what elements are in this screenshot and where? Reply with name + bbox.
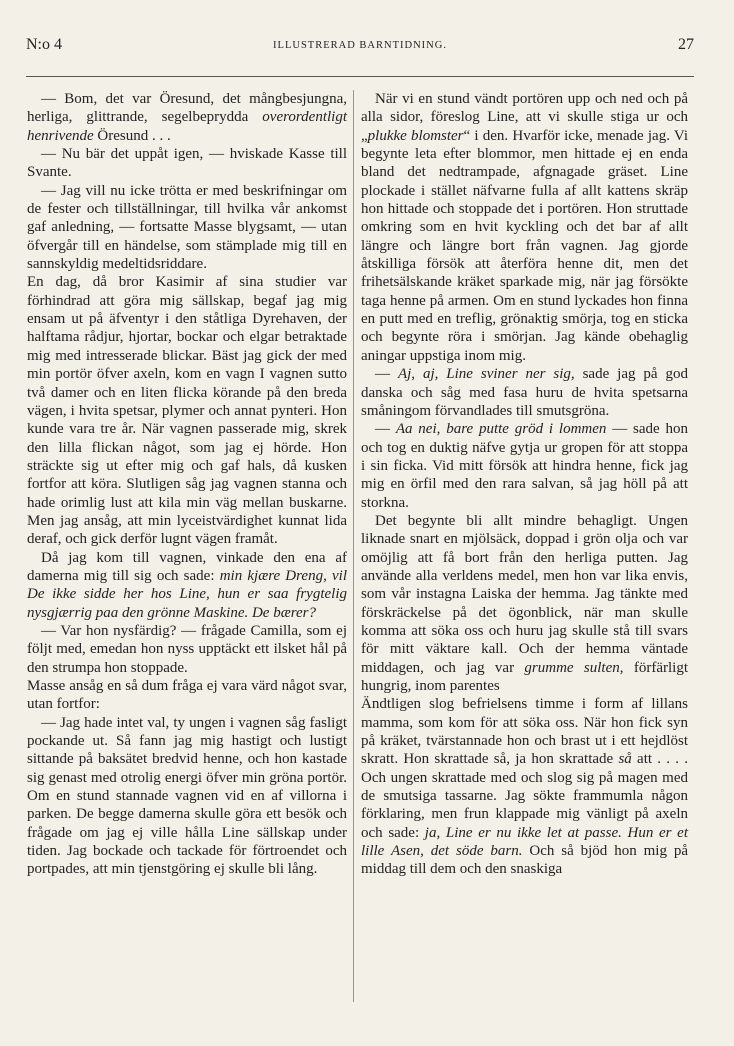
header-rule <box>26 76 694 77</box>
left-column <box>27 90 347 879</box>
paragraph: En dag, då bror Kasimir af sina studier var förhindrad att göra mig sällskap, begaf jag mig ensam ut på äfventyr i den ståtliga Dyrehaven, der halftama rådjur, hjortar, bockar och elgar betraktade mig med intresserade blickar. Bäst jag gick der med min portör öfver axeln, kom en vagn I vagnen sutto två damer och en liten flicka körande på den breda vägen, i hvita spetsar, plymer och annat pynteri. Hon kunde vara tre år. När vagnen passerade mig, skrek den lilla flickan något, som jag ej hörde. Hon sträckte sig ut efter mig och gaf hals, då kusken fortfor att köra. Slutligen såg jag vagnen stanna och hade orimlig lust att kila min väg mellan buskarne. Men jag ansåg, att min lyceistvärdighet kunnat lida deraf, och gick derför lugnt vägen framåt. <box>27 274 347 548</box>
paragraph: — Bom, det var Öresund, det mångbesjungna, herliga, glittrande, segelbeprydda overordentligt henrivende Öresund . . . <box>27 91 347 144</box>
page-number: 27 <box>678 36 694 53</box>
paragraph: Det begynte bli allt mindre behagligt. Ungen liknade snart en mjölsäck, doppad i grön olja och var omöjlig att få bort från den herliga putten. Jag använde alla verldens medel, men hon var lika envis, som vår instagna Laiska der hemma. Jag tänkte med förskräckelse på det ögonblick, när man skulle komma att söka oss och huru jag skulle stå till svars för mitt väktare kall. Och der hemma väntade middagen, och jag var grumme sulten, förfärligt hungrig, inom parentes <box>361 512 688 694</box>
paragraph: — Jag vill nu icke trötta er med beskrifningar om de fester och tillställningar, till hvilka vår ankomst gaf anledning, — fortsatte Masse blygsamt, — utan öfvergår till en händelse, som stämplade mig till en sannskyldig medeltidsriddare. <box>27 182 347 273</box>
paragraph: — Nu bär det uppåt igen, — hviskade Kasse till Svante. <box>27 146 347 181</box>
publication-title: ILLUSTRERAD BARNTIDNING. <box>273 40 447 51</box>
paragraph: Masse ansåg en så dum fråga ej vara värd något svar, utan fortfor: <box>27 678 347 713</box>
right-column <box>361 90 688 879</box>
paragraph: — Jag hade intet val, ty ungen i vagnen såg fasligt pockande ut. Så fann jag mig hastigt och lustigt sittande på baksätet bredvid henne, och hon kastade sig genast med otrolig energi öfver min gröna portör. Om en stund stannade vagnen vid en af villorna i parken. De begge damerna skulle göra ett besök och frågade om jag ej ville hålla Line sällskap under tiden. Jag bockade och tackade för förtroendet och portpades, att min tjenstgöring ej skulle bli lång. <box>27 714 347 878</box>
page-header <box>26 36 694 60</box>
paragraph: — Var hon nysfärdig? — frågade Camilla, som ej följt med, emedan hon nyss upptäckt ett ilsket hål på den strumpa hon stoppade. <box>27 622 347 676</box>
paragraph: — Aj, aj, Line sviner ner sig, sade jag på god danska och såg med fasa huru de hvita spetsarna småningom förvandlades till smutsgröna. <box>361 366 689 419</box>
paragraph: När vi en stund vändt portören upp och ned och på alla sidor, föreslog Line, att vi skulle stiga ur och „plukke blomster“ i den. Hvarför icke, menade jag. Vi begynte leta efter blommor, men hittade ej en enda bland det nedtrampade, afgnagade gräset. Line plockade i stället näfvarne fulla af allt kattens skräp hon hittade och stoppade det i portören. Hon struttade omkring som en hvit kyckling och det bar af allt längre och längre bort från vagnen. Jag gjorde åtskilliga försök att återföra henne dit, men det frihetsälskande kräket sparkade mig, när jag försökte taga henne på armen. Om en stund lyckades hon finna en putt med en treflig, grönaktig smörja, tog en sticka och begynte röra i smörjan. Jag kände obehaglig aningar uppstiga inom mig. <box>361 91 688 364</box>
paragraph: — Aa nei, bare putte gröd i lommen — sade hon och tog en duktig näfve gytja ur gropen för att stoppa i sin ficka. Vid mitt försök att hindra henne, fick jag mig en örfil med den rara salvan, så jag höll på att storkna. <box>361 421 689 511</box>
paragraph: Då jag kom till vagnen, vinkade den ena af damerna mig till sig och sade: min kjære Dreng, vil De ikke sidde her hos Line, hun er saa frygtelig nysgjærrig paa den grönne Maskine. De bærer? <box>27 549 347 621</box>
paragraph: Ändtligen slog befrielsens timme i form af lillans mamma, som kom för att söka oss. När hon fick syn på kräket, tvärstannade hon och brast ut i ett hejdlöst skratt. Hon skrattade så, ja hon skrattade så att . . . . Och ungen skrattade med och slog sig på magen med de smutsiga tassarne. Jag sökte frammumla någon förklaring, men frun klappade mig vänligt på axeln och sade: ja, Line er nu ikke let at passe. Hun er et lille Asen, det söde barn. Och så bjöd hon mig på middag till dem och den snaskiga <box>361 696 688 878</box>
issue-number: N:o 4 <box>26 36 62 53</box>
column-divider <box>353 90 354 1002</box>
